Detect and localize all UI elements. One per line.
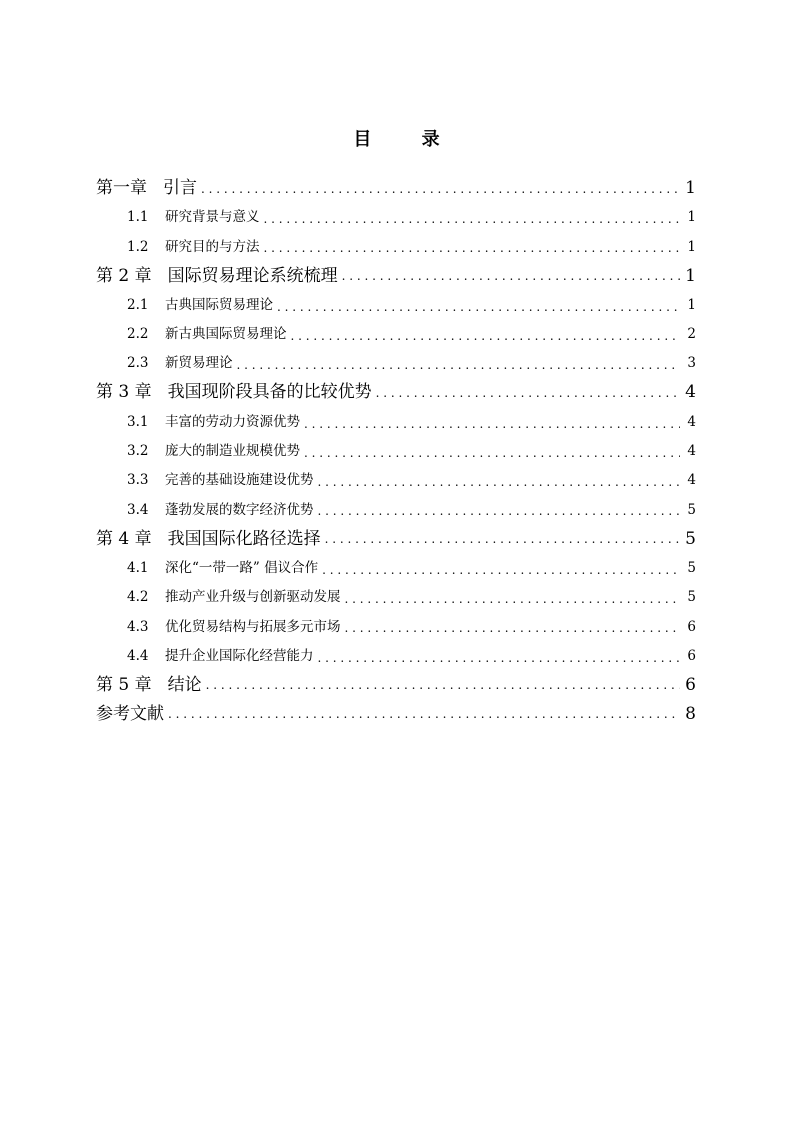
toc-dot-leader [201,178,680,198]
toc-entry[interactable] [96,203,696,232]
toc-entry-number: 4.4 [127,647,149,664]
toc-entry[interactable] [96,671,696,700]
toc-entry-number: 2.2 [127,326,149,343]
toc-entry-page: 5 [687,559,696,576]
toc-dot-leader [325,528,680,548]
toc-dot-leader [318,650,681,666]
toc-entry[interactable] [96,612,696,641]
toc-dot-leader [291,328,681,344]
toc-entry[interactable] [96,642,696,671]
toc-entry-page: 1 [685,178,696,198]
toc-entry-number: 第一章 [96,178,147,198]
toc-entry[interactable] [96,554,696,583]
toc-entry-title: 完善的基础设施建设优势 [165,472,314,489]
toc-entry-title: 我国现阶段具备的比较优势 [167,382,372,403]
toc-dot-leader [206,674,680,694]
toc-entry-number: 4.1 [127,559,149,576]
toc-entry-page: 3 [687,355,696,372]
toc-entry-page: 4 [687,472,696,489]
toc-dot-leader [264,240,681,256]
toc-entry[interactable] [96,349,696,378]
toc-entry-title: 深化“一带一路” 倡议合作 [165,559,319,576]
toc-dot-leader [345,620,681,636]
toc-entry-page: 1 [687,209,696,226]
toc-entry-number: 2.3 [127,355,149,372]
toc-dot-leader [168,703,680,723]
toc-entry-title: 引言 [163,178,197,198]
toc-entry-title: 研究背景与意义 [165,209,260,226]
toc-dot-leader [304,445,680,461]
toc-entry-title: 结论 [167,674,202,695]
toc-entry[interactable] [96,291,696,320]
toc-entry[interactable] [96,407,696,436]
toc-entry[interactable] [96,700,696,729]
toc-entry-number: 3.1 [127,413,149,430]
toc-dot-leader [345,591,681,607]
toc-entry-number: 2.1 [127,296,149,313]
toc-entry-number: 1.2 [127,238,149,255]
toc-dot-leader [342,265,680,285]
toc-entry-title: 新贸易理论 [165,355,233,372]
toc-entry-number: 第 3 章 [96,382,152,403]
toc-entry-page: 4 [687,443,696,460]
toc-entry-title: 国际贸易理论系统梳理 [167,265,338,286]
toc-entry-page: 1 [687,296,696,313]
toc-entry-title: 优化贸易结构与拓展多元市场 [165,618,341,635]
toc-entry-page: 2 [687,326,696,343]
toc-entry[interactable] [96,437,696,466]
toc-entry-number: 1.1 [127,209,149,226]
toc-entry-title: 古典国际贸易理论 [165,296,273,313]
table-of-contents [96,174,696,729]
toc-dot-leader [277,299,680,315]
toc-entry[interactable] [96,495,696,524]
toc-entry-title: 参考文献 [96,703,164,724]
toc-entry-page: 1 [685,265,696,286]
toc-entry-title: 蓬勃发展的数字经济优势 [165,501,314,518]
toc-entry-title: 丰富的劳动力资源优势 [165,413,300,430]
toc-entry-page: 1 [687,238,696,255]
toc-dot-leader [264,211,681,227]
toc-dot-leader [318,474,681,490]
toc-entry[interactable] [96,583,696,612]
toc-entry-number: 第 4 章 [96,528,152,549]
toc-dot-leader [318,503,681,519]
toc-entry-page: 6 [687,647,696,664]
toc-entry-number: 3.2 [127,443,149,460]
toc-dot-leader [322,562,680,578]
toc-entry-number: 3.3 [127,472,149,489]
toc-entry-title: 庞大的制造业规模优势 [165,443,300,460]
toc-entry[interactable] [96,525,696,554]
toc-title: 目 录 [353,129,462,150]
toc-entry-title: 研究目的与方法 [165,238,260,255]
toc-dot-leader [304,416,680,432]
toc-dot-leader [237,357,681,373]
toc-entry-page: 5 [687,589,696,606]
toc-dot-leader [376,382,680,402]
toc-entry-number: 第 5 章 [96,674,152,695]
toc-entry[interactable] [96,466,696,495]
toc-entry-page: 4 [687,413,696,430]
toc-entry[interactable] [96,174,696,203]
toc-entry-number: 3.4 [127,501,149,518]
toc-entry-number: 4.2 [127,589,149,606]
toc-entry-page: 5 [685,528,696,549]
toc-entry-page: 5 [687,501,696,518]
toc-entry-title: 提升企业国际化经营能力 [165,647,314,664]
toc-entry[interactable] [96,232,696,261]
toc-entry[interactable] [96,378,696,407]
toc-entry-number: 4.3 [127,618,149,635]
toc-entry-title: 我国国际化路径选择 [167,528,321,549]
toc-entry-page: 6 [685,674,696,695]
toc-entry[interactable] [96,320,696,349]
toc-entry-page: 4 [685,382,696,403]
toc-entry-number: 第 2 章 [96,265,152,286]
toc-entry[interactable] [96,262,696,291]
toc-entry-page: 8 [685,703,696,724]
toc-entry-title: 新古典国际贸易理论 [165,326,287,343]
toc-entry-title: 推动产业升级与创新驱动发展 [165,589,341,606]
toc-entry-page: 6 [687,618,696,635]
